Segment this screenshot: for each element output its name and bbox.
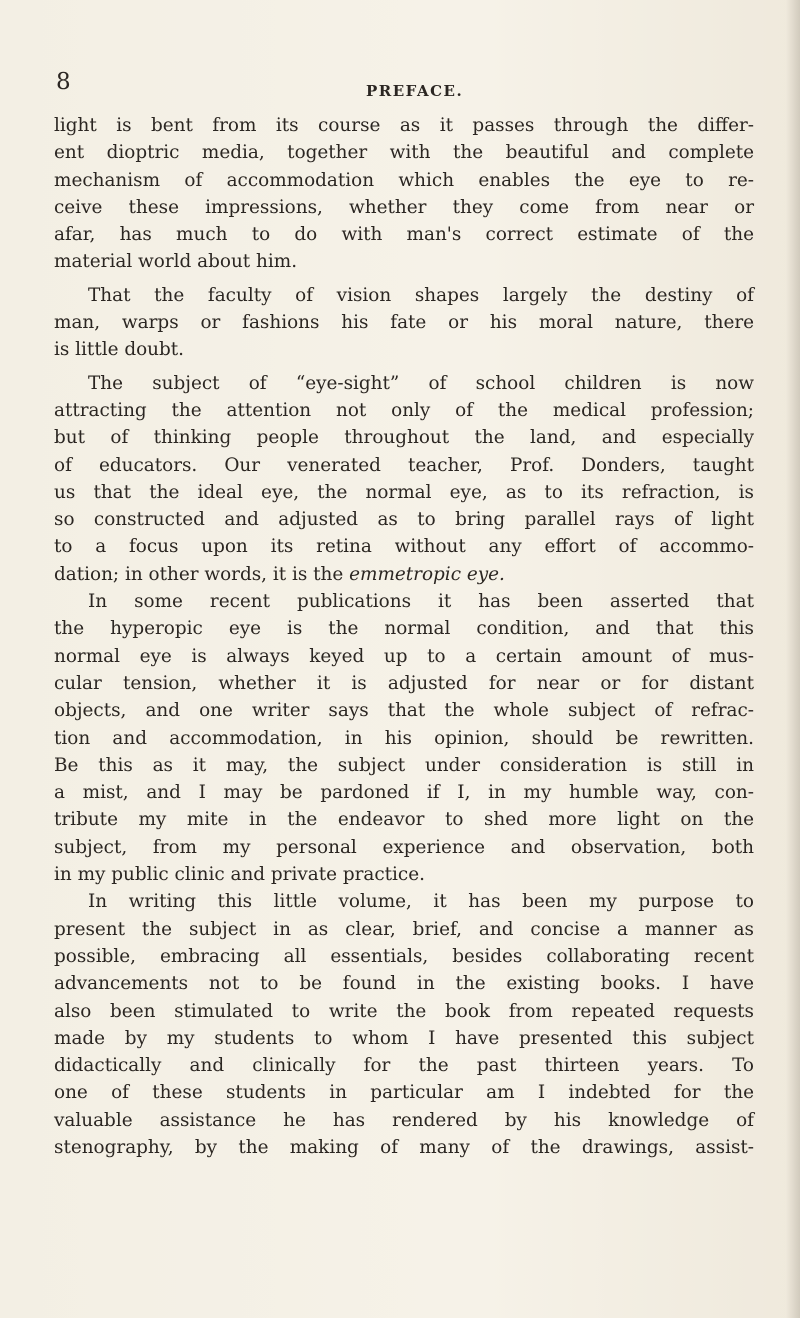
text-line: us that the ideal eye, the normal eye, as to its refraction, is — [54, 481, 754, 503]
text-line: didactically and clinically for the past thirteen years. To — [54, 1055, 754, 1077]
text-line: man, warps or fashions his fate or his moral nature, there — [54, 312, 754, 334]
text-line: ent dioptric media, together with the beautiful and complete — [54, 142, 754, 164]
text-run: dation; in other words, it is the — [54, 563, 344, 585]
paragraph-2 — [54, 282, 754, 364]
text-line: afar, has much to do with man's correct estimate of the — [54, 224, 754, 246]
text-line: made by my students to whom I have presented this subject — [54, 1027, 754, 1049]
text-line: a mist, and I may be pardoned if I, in my humble way, con- — [54, 782, 754, 804]
text-line: valuable assistance he has rendered by his knowledge of — [54, 1109, 754, 1131]
text-line: but of thinking people throughout the land, and especially — [54, 427, 754, 449]
text-line: also been stimulated to write the book from repeated requests — [54, 1000, 754, 1022]
text-line: objects, and one writer says that the whole subject of refrac- — [54, 700, 754, 722]
page-edge-shadow — [786, 0, 800, 1318]
text-line: to a focus upon its retina without any effort of accommo- — [54, 536, 754, 558]
text-line: advancements not to be found in the existing books. I have — [54, 973, 754, 995]
text-line: stenography, by the making of many of the drawings, assist- — [54, 1136, 754, 1158]
text-line: Be this as it may, the subject under consideration is still in — [54, 754, 754, 776]
text-line: tribute my mite in the endeavor to shed more light on the — [54, 809, 754, 831]
text-line: subject, from my personal experience and observation, both — [54, 836, 754, 858]
running-head: PREFACE. — [366, 82, 464, 100]
italic-term: emmetropic eye. — [349, 563, 505, 585]
text-line: present the subject in as clear, brief, and concise a manner as — [54, 918, 754, 940]
text-line: attracting the attention not only of the medical profession; — [54, 399, 754, 421]
text-line: In some recent publications it has been asserted that — [88, 591, 754, 613]
text-line: tion and accommodation, in his opinion, should be rewritten. — [54, 727, 754, 749]
page-header — [56, 68, 756, 108]
text-line: In writing this little volume, it has been my purpose to — [88, 891, 754, 913]
text-line: mechanism of accommodation which enables the eye to re- — [54, 169, 754, 191]
paragraph-1 — [54, 112, 754, 276]
page-number: 8 — [56, 69, 71, 95]
text-line: is little doubt. — [54, 339, 185, 361]
text-line: material world about him. — [54, 251, 298, 273]
text-line: The subject of “eye-sight” of school children is now — [88, 372, 754, 394]
text-line: cular tension, whether it is adjusted for near or for distant — [54, 672, 754, 694]
text-line: in my public clinic and private practice. — [54, 864, 425, 886]
text-line: possible, embracing all essentials, besides collaborating recent — [54, 945, 754, 967]
text-line: so constructed and adjusted as to bring parallel rays of light — [54, 509, 754, 531]
text-line: of educators. Our venerated teacher, Prof. Donders, taught — [54, 454, 754, 476]
text-line: normal eye is always keyed up to a certain amount of mus- — [54, 645, 754, 667]
text-line-with-italic — [54, 561, 754, 588]
paragraph-4 — [54, 588, 754, 888]
paragraph-3 — [54, 370, 754, 588]
text-line: light is bent from its course as it passes through the differ- — [54, 115, 754, 136]
text-line: one of these students in particular am I indebted for the — [54, 1082, 754, 1104]
body-text — [54, 112, 754, 1161]
text-line: the hyperopic eye is the normal condition, and that this — [54, 618, 754, 640]
text-line: That the faculty of vision shapes largely the destiny of — [88, 284, 754, 306]
paragraph-5 — [54, 888, 754, 1161]
text-line: ceive these impressions, whether they come from near or — [54, 196, 754, 218]
